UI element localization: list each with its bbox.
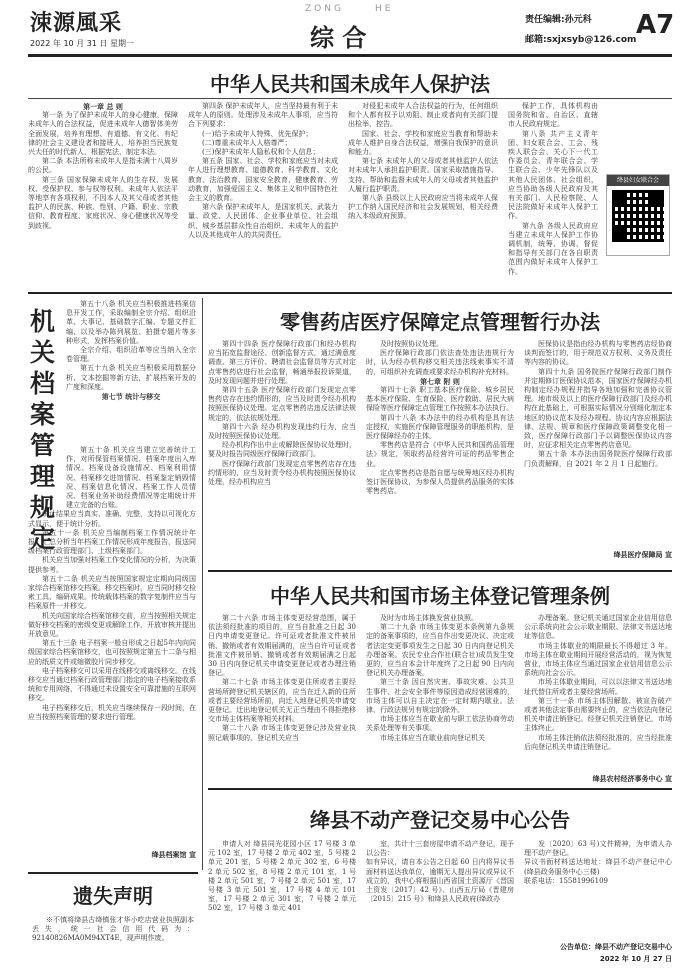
article-market-entity-regulation xyxy=(208,574,672,786)
article-title: 绛县不动产登记交易中心公告 xyxy=(310,808,570,832)
masthead-email: 邮箱:sxjxsyb@126.com xyxy=(525,35,637,45)
lost-notice-title: 遗失声明 xyxy=(73,884,153,908)
paragraph: 第八条 共产主义青年团、妇女联合会、工会、残疾人联合会、关心下一代工作委员会、青年联合会、学生联合会、少年先锋队以及其他人民团体、社会组织，应当协助各级人民政府及其有关部门、人民检察院、人民法院做好未成年人保护工作。 xyxy=(508,129,598,221)
paragraph: 市场主体歇业的期限最长不得超过 3 年。市场主体在歇业期间开展经营活动的，视为恢复营业，市场主体应当通过国家企业信用信息公示系统向社会公示。 xyxy=(524,641,672,678)
article-title: 中华人民共和国市场主体登记管理条例 xyxy=(270,584,610,608)
paragraph: 第六条 保护未成年人，是国家机关、武装力量、政党、人民团体、企业事业单位、社会组织、城乡基层群众性自治组织、未成年人的监护人以及其他成年人的共同责任。 xyxy=(188,203,338,239)
paragraph: 第五十条 本办法由国务院医疗保障行政部门负责解释，自 2021 年 2 月 1 日起施行。 xyxy=(524,450,672,468)
paragraph: (一)给予未成年人特殊、优先保护； xyxy=(202,129,313,138)
paragraph: 国家、社会、学校和家庭应当教育和帮助未成年人维护自身合法权益，增强自我保护的意识和能力。 xyxy=(348,129,498,157)
paragraph: 及时按照协议处理。 xyxy=(380,340,443,348)
paragraph: 第三十一条 市场主体因解散、被宣告破产或者其他法定事由需要终止的，应当依法向登记机关申请注销登记。经登记机关注销登记，市场主体终止。 xyxy=(524,696,672,733)
paragraph: 第七节 统计与移交 xyxy=(101,392,161,402)
signature: 绛县农村经济事务中心 宣 xyxy=(592,775,672,783)
qr-code-label: 绛县妇女联合会 xyxy=(607,175,669,186)
paragraph: (二)尊重未成年人人格尊严； xyxy=(202,138,292,147)
masthead-logo: 涑源風采 xyxy=(30,10,123,36)
paragraph: 市场主体注销依法须经批准的，应当经批准后向登记机关申请注销登记。 xyxy=(524,733,672,751)
paragraph: 第三条 国家保障未成年人的生存权、发展权、受保护权、参与权等权利。未成年人依法平等地享有各项权利，不因本人及其父母或者其他监护人的民族、种族、性别、户籍、职业、宗教信仰、教育程度、家庭状况、身心健康状况等受到歧视。 xyxy=(28,175,178,230)
signature: 绛县医疗保障局 宣 xyxy=(613,551,672,559)
page-number: A7 xyxy=(636,10,675,40)
paragraph: 第五十八条 机关应当积极推进档案信息开发工作，采取编制全宗介绍、组织沿革、大事记、基础数字汇编、专题文件汇编、以及举办陈列展览、拍摄专题片等多种形式，发挥档案价值。 xyxy=(66,300,196,345)
qr-code-icon xyxy=(612,190,664,242)
article-column-2 xyxy=(366,340,514,496)
article-column-1 xyxy=(208,614,356,743)
paragraph: 第一章 总 则 xyxy=(83,102,123,111)
notice-column-1: 申请人对 绛县同光花园小区 17 号楼 3 单元 102 室，17 号楼 2 单元 402 室，5 号楼 2 单元 201 室，5 号楼 2 单元 302 室，6 号楼 2 单元 502 室，8 号楼 2 单元 101 室，1 号楼 2 单元 501 室，7 号楼 2 单元 501 室，17 号楼 3 单元 501 室，17 号楼 4 单元 101 室，17 号楼 2 单元 301 室，7 号楼 2 单元 502 室，17 号楼 3 单元 401 xyxy=(208,840,356,913)
article-column-2 xyxy=(366,614,514,743)
notice-column-2: 室，共计十三套房屋申请不动产登记，现予以公告： 如有异议，请自本公告之日起 60 日内将异议书面材料送达我单位，逾期无人提出异议或异议不成立的，我中心将根据山西省国土资源厅《晋国土资发〔2017〕42 号》、山西五厅局《晋建房〔2015〕215 号》和绛县人民政府(绛政办 xyxy=(366,840,514,904)
paragraph: 第五十一条 机关应当编制档案工作情况统计年报，汇总分析当年档案工作情况形成年度报告，报送同级档案行政管理部门、上级档案部门。 xyxy=(28,528,196,556)
article-column-4 xyxy=(508,102,598,277)
paragraph: 市场主体应当在歇业前向登记机关 xyxy=(380,733,485,742)
section-rule xyxy=(208,788,672,790)
paragraph: 经办机构作出中止或解除医保协议处理时，要及时报告同级医疗保障行政部门。 xyxy=(208,441,356,459)
article-column-3 xyxy=(348,102,498,222)
paragraph: 第四十六条 经办机构发现违约行为，应当及时按照医保协议处理。 xyxy=(208,422,356,441)
paragraph: 第二十八条 市场主体变更登记涉及营业执照记载事项的，登记机关应当 xyxy=(208,724,356,742)
paragraph: 全宗介绍、组织沿革等应当纳入全宗卷管理。 xyxy=(66,346,196,364)
paragraph: 第七条 未成年人的父母或者其他监护人依法对未成年人承担监护职责。国家采取措施指导、支持、帮助和监督未成年人的父母或者其他监护人履行监护职责。 xyxy=(348,157,498,193)
paragraph: (三)保护未成年人隐私权和个人信息； xyxy=(202,148,320,157)
paragraph: 第五十三条 电子档案一般自形成之日起5年内向同级国家综合档案馆移交，也可按照规定第五十二条与相应的纸质文件或缩微胶片同步移交。 xyxy=(28,639,196,666)
paragraph: 电子档案移交可以采用在线移交或离线移交。在线移交应当通过档案行政管理部门指定的电子档案接收系统和专用网络，不得通过未设置安全可靠措施的互联网移交。 xyxy=(28,666,196,703)
article-column-3 xyxy=(524,614,672,752)
lost-notice-body: ※不慎将绛县古绛镇张才华小吃店营业执照副本丢失，统一社会信用代码为：92140826MA0M94XT4E，现声明作废。 xyxy=(32,916,194,943)
masthead-editor: 责任编辑:孙元科 xyxy=(525,15,592,25)
paragraph: 第二条 本法所称未成年人是指未满十八周岁的公民。 xyxy=(28,157,178,175)
paragraph: 第四十五条 医疗保障行政部门发现定点零售药店存在违约情形的，应当及时责令经办机构按照医保协议处理。定点零售药店违反法律法规规定的，依法依规处理。 xyxy=(208,386,356,422)
notice-signature-date: 2022 年 10 月 27 日 xyxy=(599,955,672,963)
paragraph: 第二十九条 市场主体变更本条例第九条规定的备案事项的，应当自作出变更决议、决定或者法定变更事项发生之日起 30 日内向登记机关办理备案。农民专业合作社(联合社)成员发生变更的，应当自本会计年度终了之日起 90 日内向登记机关办理备案。 xyxy=(366,623,514,678)
masthead-rule xyxy=(28,54,672,57)
paragraph: 统计结果应当真实、准确、完整，支持以可视化方式显示，便于统计分析。 xyxy=(28,510,196,528)
paragraph: 第九条 各级人民政府应当建立未成年人保护工作协调机制，统筹、协调、督促和指导有关部门在各自职责范围内做好未成年人保护工作。 xyxy=(508,221,598,276)
lost-notice xyxy=(28,872,198,970)
sidebar-body-bottom xyxy=(28,446,196,722)
divider xyxy=(28,98,672,99)
paragraph: 保护工作，具体机构由国务院和省、自治区、直辖市人民政府规定。 xyxy=(508,102,598,129)
section-rule xyxy=(28,292,672,294)
paragraph: 第二十七条 市场主体变更住所或者主要经营场所跨登记机关辖区的，应当在迁入新的住所或者主要经营场所前，向迁入地登记机关申请变更登记。迁出地登记机关无正当理由不得拒绝移交市场主体档案等相关材料。 xyxy=(208,678,356,724)
paragraph: 第二十六条 市场主体变更经营范围，属于依法须经批准的项目的，应当自批准之日起 30 日内申请变更登记。许可证或者批准文件被吊销、撤销或者有效期届满的，应当自许可证或者批准文件被吊销、撤销或者有效期届满之日起 30 日内向登记机关申请变更登记或者办理注销登记。 xyxy=(208,614,356,678)
article-column-2 xyxy=(188,102,338,240)
qr-code-box xyxy=(606,174,670,256)
paragraph: 第一条 为了保护未成年人的身心健康，保障未成年人的合法权益，促进未成年人德智体美劳全面发展，培养有理想、有道德、有文化、有纪律的社会主义建设者和接班人，培养担当民族复兴大任的时代新人，根据宪法，制定本法。 xyxy=(28,111,178,157)
paragraph: 第七章 附 则 xyxy=(420,376,460,386)
paragraph: 第三十条 因自然灾害、事故灾难、公共卫生事件、社会安全事件等原因造成经营困难的，市场主体可以自主决定在一定时期内歇业。法律、行政法规另有规定的除外。 xyxy=(366,678,514,715)
section-rule xyxy=(208,570,672,572)
paragraph: 第五十九条 机关应当积极采用数据分析、文本挖掘等新方法，扩展档案开发的广度和深度。 xyxy=(66,364,196,391)
paragraph: 机关应当加强对档案工作变化情况的分析，为决策提供参考。 xyxy=(28,556,196,574)
paragraph: 对侵犯未成年人合法权益的行为，任何组织和个人都有权予以劝阻、制止或者向有关部门提出检举、控告。 xyxy=(348,102,498,129)
paragraph: 市场主体歇业期间，可以以法律文书送达地址代替住所或者主要经营场所。 xyxy=(524,678,672,696)
notice-column-3: 发〔2020〕63 号)文件精神，为申请人办理不动产登记。 异议书面材料送达地址：绛县不动产登记中心(绛县政务服务中心三楼) 联系电话：15581996109 xyxy=(524,840,672,885)
paragraph: 第四十四条 医疗保障行政部门和经办机构应当拓宽监督途径、创新监督方式，通过满意度调查、第三方评价、聘请社会监督员等方式对定点零售药店进行社会监督，畅通举报投诉渠道，及时发现问题并进行处理。 xyxy=(208,340,356,385)
paragraph: 定点零售药店是指自愿与统筹地区经办机构签订医保协议，为参保人员提供药品服务的实体零售药店。 xyxy=(366,468,514,496)
paragraph: 第四条 保护未成年人，应当坚持最有利于未成年人的原则。处理涉及未成年人事项，应当符合下列要求： xyxy=(188,102,338,129)
paragraph: 医疗保障行政部门依法查处违法违规行为时，认为经办机构移交相关违法线索事实不清的，可组织补充调查或要求经办机构补充材料。 xyxy=(366,349,514,376)
column-divider xyxy=(202,298,203,870)
paragraph: 第五十条 机关应当建立完善统计工作，对所保管档案情况、档案年度出入库情况、档案设备设施情况、档案利用情况、档案移交进馆情况、档案鉴定销毁情况、档案信息化情况、档案工作人员情况、档案业务补助经费情况等定期统计并建立完备的台账。 xyxy=(66,446,196,510)
paragraph: 医保协议是指由经办机构与零售药店经协商谈判而签订的，用于规范双方权利、义务及责任等内容的协议。 xyxy=(524,340,672,367)
masthead-date: 2022 年 10 月 31 日 星期一 xyxy=(30,39,134,48)
masthead-pinyin-left: ZONG xyxy=(305,4,344,14)
sidebar-body-top xyxy=(66,300,196,401)
paragraph: 及时为市场主体换发营业执照。 xyxy=(380,614,478,622)
paragraph: 第五十二条 机关应当按照国家规定定期向同级国家综合档案馆移交档案。移交档案时，应当同时移交检索工具、编研成果。传统载体档案的数字复制件应当与档案原件一并移交。 xyxy=(28,574,196,611)
paragraph: 办理备案。登记机关通过国家企业信用信息公示系统向社会公示歇业期限、法律文书送达地址等信息。 xyxy=(524,614,672,641)
paragraph: 零售药店是符合《中华人民共和国药品管理法》规定，领取药品经营许可证的药品零售企业。 xyxy=(366,441,514,468)
paragraph: 电子档案移交后，机关应当继续保存一段时间，在应当按照档案管理的要求进行管理。 xyxy=(28,703,196,721)
paragraph: 第四十九条 国务院医疗保障行政部门制作并定期修订医保协议范本，国家医疗保障经办机构制定经办规程并指导各地加强和完善协议管理。地市级及以上的医疗保障行政部门及经办机构在此基础上，可根据实际情况分别细化制定本地区的协议范本及经办规程。协议内容应根据法律、法规、规章和医疗保障政策调整变化相一致，医疗保障行政部门予以调整医保协议内容时，应征求相关定点零售药店意见。 xyxy=(524,367,672,450)
article-minor-protection-law xyxy=(28,62,672,290)
article-archives-regulation xyxy=(28,298,198,870)
masthead xyxy=(0,0,700,62)
signature: 绛县档案馆 宣 xyxy=(151,851,196,859)
sidebar-title: 机关档案管理规定 xyxy=(30,307,56,553)
article-title: 零售药店医疗保障定点管理暂行办法 xyxy=(280,310,600,334)
paragraph: 第五条 国家、社会、学校和家庭应当对未成年人进行理想教育、道德教育、科学教育、文化教育、法治教育、国家安全教育、健康教育、劳动教育，加强爱国主义、集体主义和中国特色社会主义的教育。 xyxy=(188,157,338,203)
article-property-notice xyxy=(208,792,672,970)
article-column-3 xyxy=(524,340,672,469)
paragraph: 机关向国家综合档案馆移交前，应当按照相关规定做好移交档案的密级变更或解除工作，开放审核并提出开放意见。 xyxy=(28,611,196,639)
article-column-1 xyxy=(208,340,356,487)
article-pharmacy-regulation xyxy=(208,298,672,568)
article-title: 中华人民共和国未成年人保护法 xyxy=(210,72,490,96)
divider xyxy=(28,872,198,874)
masthead-section: 综 合 xyxy=(310,24,367,52)
article-column-1 xyxy=(28,102,178,231)
notice-signature-unit: 公告单位：绛县不动产登记交易中心 xyxy=(560,943,672,951)
paragraph: 医疗保障行政部门发现定点零售药店存在违约情形的，应当及时责令经办机构按照医保协议处理，经办机构应当 xyxy=(208,459,356,487)
paragraph: 第四十七条 职工基本医疗保险、城乡居民基本医疗保险、生育保险、医疗救助、居民大病保险等医疗保障定点管理工作按照本办法执行。 xyxy=(366,386,514,413)
paragraph: 市场主体应当在歇业前与职工依法协商劳动关系处理等有关事项。 xyxy=(366,715,514,733)
paragraph: 第四十八条 本办法中的经办机构是具有法定授权，实施医疗保障管理服务的职能机构，是医疗保障经办的主体。 xyxy=(366,413,514,441)
masthead-pinyin-right: HE xyxy=(375,4,394,14)
paragraph: 第八条 县级以上人民政府应当将未成年人保护工作纳入国民经济和社会发展规划，相关经费纳入本级政府预算。 xyxy=(348,194,498,221)
